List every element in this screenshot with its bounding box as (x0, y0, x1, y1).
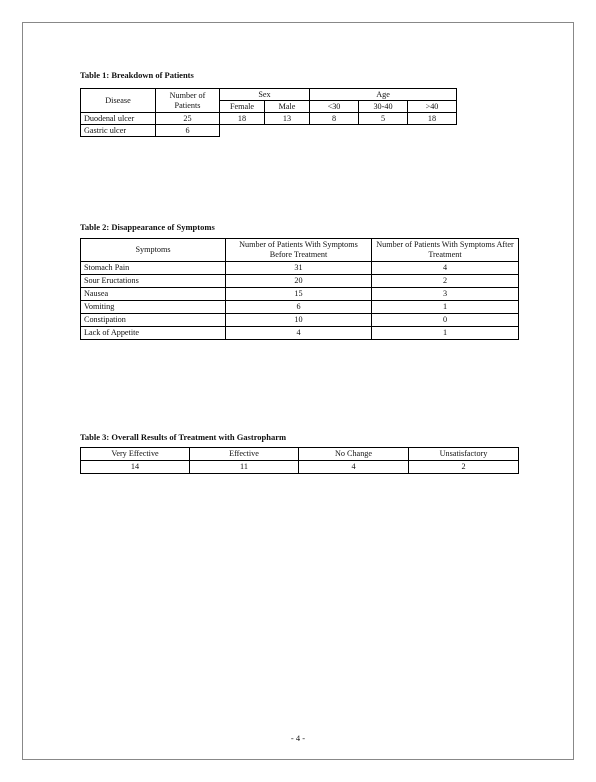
table-row (81, 461, 519, 474)
effective-cell: 11 (190, 461, 299, 474)
table-row (81, 288, 519, 301)
table-row (81, 113, 457, 125)
col-after-treatment-header: Number of Patients With Symptoms After Treatment (372, 239, 519, 262)
before-cell: 20 (226, 275, 372, 288)
before-cell: 6 (226, 301, 372, 314)
after-cell: 2 (372, 275, 519, 288)
col-female-header: Female (220, 101, 265, 113)
after-cell: 0 (372, 314, 519, 327)
col-symptoms-header: Symptoms (81, 239, 226, 262)
before-cell: 15 (226, 288, 372, 301)
disease-cell: Gastric ulcer (81, 125, 156, 137)
col-very-effective-header: Very Effective (81, 448, 190, 461)
symptom-cell: Constipation (81, 314, 226, 327)
page-number: - 4 - (290, 733, 306, 743)
col-male-header: Male (265, 101, 310, 113)
age-30-40-cell: 5 (359, 113, 408, 125)
table-row (81, 301, 519, 314)
symptom-cell: Stomach Pain (81, 262, 226, 275)
symptom-cell: Sour Eructations (81, 275, 226, 288)
table-row (81, 314, 519, 327)
after-cell: 1 (372, 327, 519, 340)
patients-cell: 25 (156, 113, 220, 125)
col-effective-header: Effective (190, 448, 299, 461)
col-sex-header: Sex (220, 89, 310, 101)
table1 (80, 88, 457, 137)
before-cell: 31 (226, 262, 372, 275)
table1-caption: Table 1: Breakdown of Patients (80, 70, 194, 80)
age-lt30-cell: 8 (310, 113, 359, 125)
symptom-cell: Vomiting (81, 301, 226, 314)
age-gt40-cell: 18 (408, 113, 457, 125)
unsatisfactory-cell: 2 (409, 461, 519, 474)
after-cell: 3 (372, 288, 519, 301)
col-age-lt30-header: <30 (310, 101, 359, 113)
no-change-cell: 4 (299, 461, 409, 474)
table-row (81, 125, 457, 137)
before-cell: 10 (226, 314, 372, 327)
col-disease-header: Disease (81, 89, 156, 113)
col-before-treatment-header: Number of Patients With Symptoms Before Treatment (226, 239, 372, 262)
table3-caption: Table 3: Overall Results of Treatment with Gastropharm (80, 432, 287, 442)
table-row (81, 275, 519, 288)
symptom-cell: Lack of Appetite (81, 327, 226, 340)
female-cell: 18 (220, 113, 265, 125)
col-number-of-patients-header: Number of Patients (156, 89, 220, 113)
after-cell: 1 (372, 301, 519, 314)
symptom-cell: Nausea (81, 288, 226, 301)
male-cell: 13 (265, 113, 310, 125)
disease-cell: Duodenal ulcer (81, 113, 156, 125)
col-age-30-40-header: 30-40 (359, 101, 408, 113)
patients-cell: 6 (156, 125, 220, 137)
table3 (80, 447, 519, 474)
table-row (81, 262, 519, 275)
before-cell: 4 (226, 327, 372, 340)
after-cell: 4 (372, 262, 519, 275)
table-row (81, 327, 519, 340)
col-age-header: Age (310, 89, 457, 101)
table2-caption: Table 2: Disappearance of Symptoms (80, 222, 215, 232)
col-unsatisfactory-header: Unsatisfactory (409, 448, 519, 461)
col-no-change-header: No Change (299, 448, 409, 461)
table2 (80, 238, 519, 340)
col-age-gt40-header: >40 (408, 101, 457, 113)
very-effective-cell: 14 (81, 461, 190, 474)
